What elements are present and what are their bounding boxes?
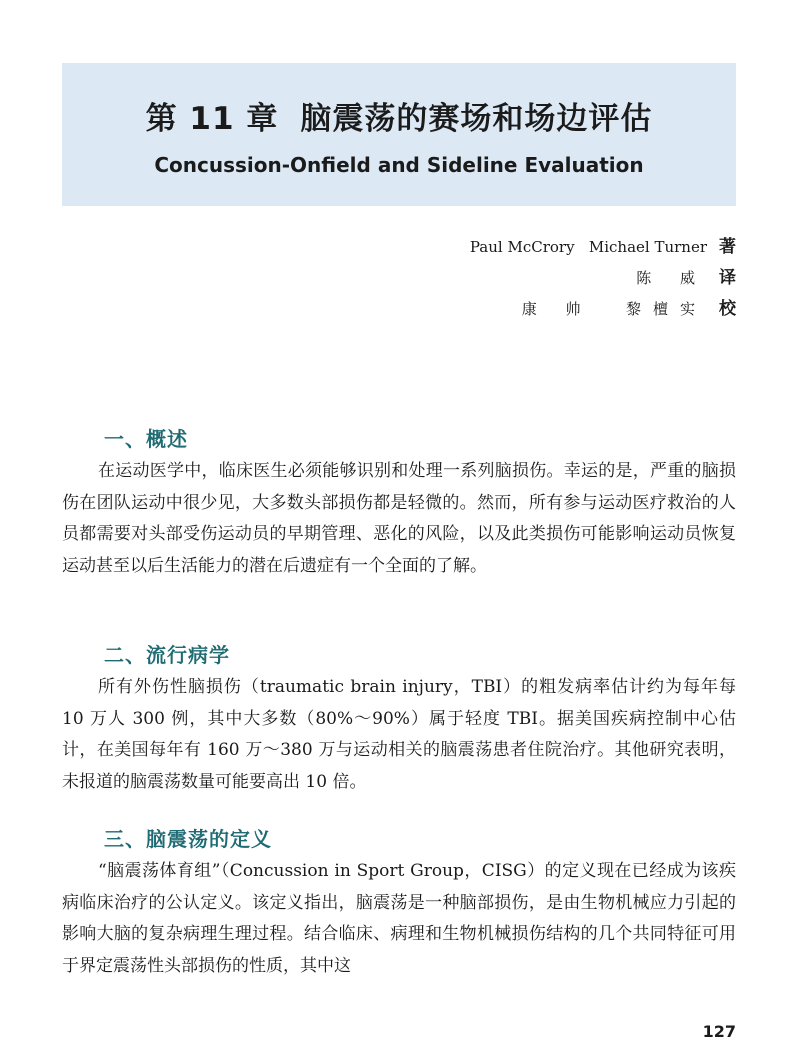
section-definition (62, 823, 736, 982)
section-paragraph: “脑震荡体育组”（Concussion in Sport Group，CISG）的定义现在已经成为该疾病临床治疗的公认定义。该定义指出，脑震荡是一种脑部损伤，是由生物机械应力引起的影响大脑的复杂病理生理过程。结合临床、病理和生物机械损伤结构的几个共同特征可用于界定震荡性头部损伤的性质，其中这 (62, 861, 736, 976)
author-names: Paul McCrory Michael Turner (469, 238, 707, 256)
reviewer-names: 康 帅 黎檀实 (521, 300, 707, 318)
section-overview (62, 423, 736, 582)
translator-names: 陈 威 (636, 269, 707, 287)
chapter-title (62, 93, 736, 138)
chapter-banner (62, 63, 736, 206)
chapter-subtitle: Concussion-Onfield and Sideline Evaluation (154, 153, 644, 177)
section-heading: 三、脑震荡的定义 (104, 827, 272, 851)
section-heading: 一、概述 (104, 427, 188, 451)
reviewer-role: 校 (719, 299, 736, 319)
credit-reviewers (316, 294, 736, 325)
section-epidemiology (62, 639, 736, 798)
credit-translator (316, 263, 736, 294)
translator-role: 译 (719, 268, 736, 288)
section-paragraph: 在运动医学中，临床医生必须能够识别和处理一系列脑损伤。幸运的是，严重的脑损伤在团队运动中很少见，大多数头部损伤都是轻微的。然而，所有参与运动医疗救治的人员都需要对头部受伤运动员的早期管理、恶化的风险，以及此类损伤可能影响运动员恢复运动甚至以后生活能力的潜在后遗症有一个全面的了解。 (62, 461, 736, 576)
chapter-number: 第 11 章 (145, 101, 279, 137)
author-role: 著 (719, 237, 736, 257)
section-heading: 二、流行病学 (104, 643, 230, 667)
page-number: 127 (702, 1022, 736, 1041)
credit-authors (316, 232, 736, 263)
chapter-title-text: 脑震荡的赛场和场边评估 (300, 101, 653, 137)
section-paragraph: 所有外伤性脑损伤（traumatic brain injury，TBI）的粗发病率估计约为每年每 10 万人 300 例，其中大多数（80%～90%）属于轻度 TBI。据美国疾病控制中心估计，在美国每年有 160 万～380 万与运动相关的脑震荡患者住院治疗。其他研究表明，未报道的脑震荡数量可能要高出 10 倍。 (62, 677, 736, 792)
credits (316, 232, 736, 325)
